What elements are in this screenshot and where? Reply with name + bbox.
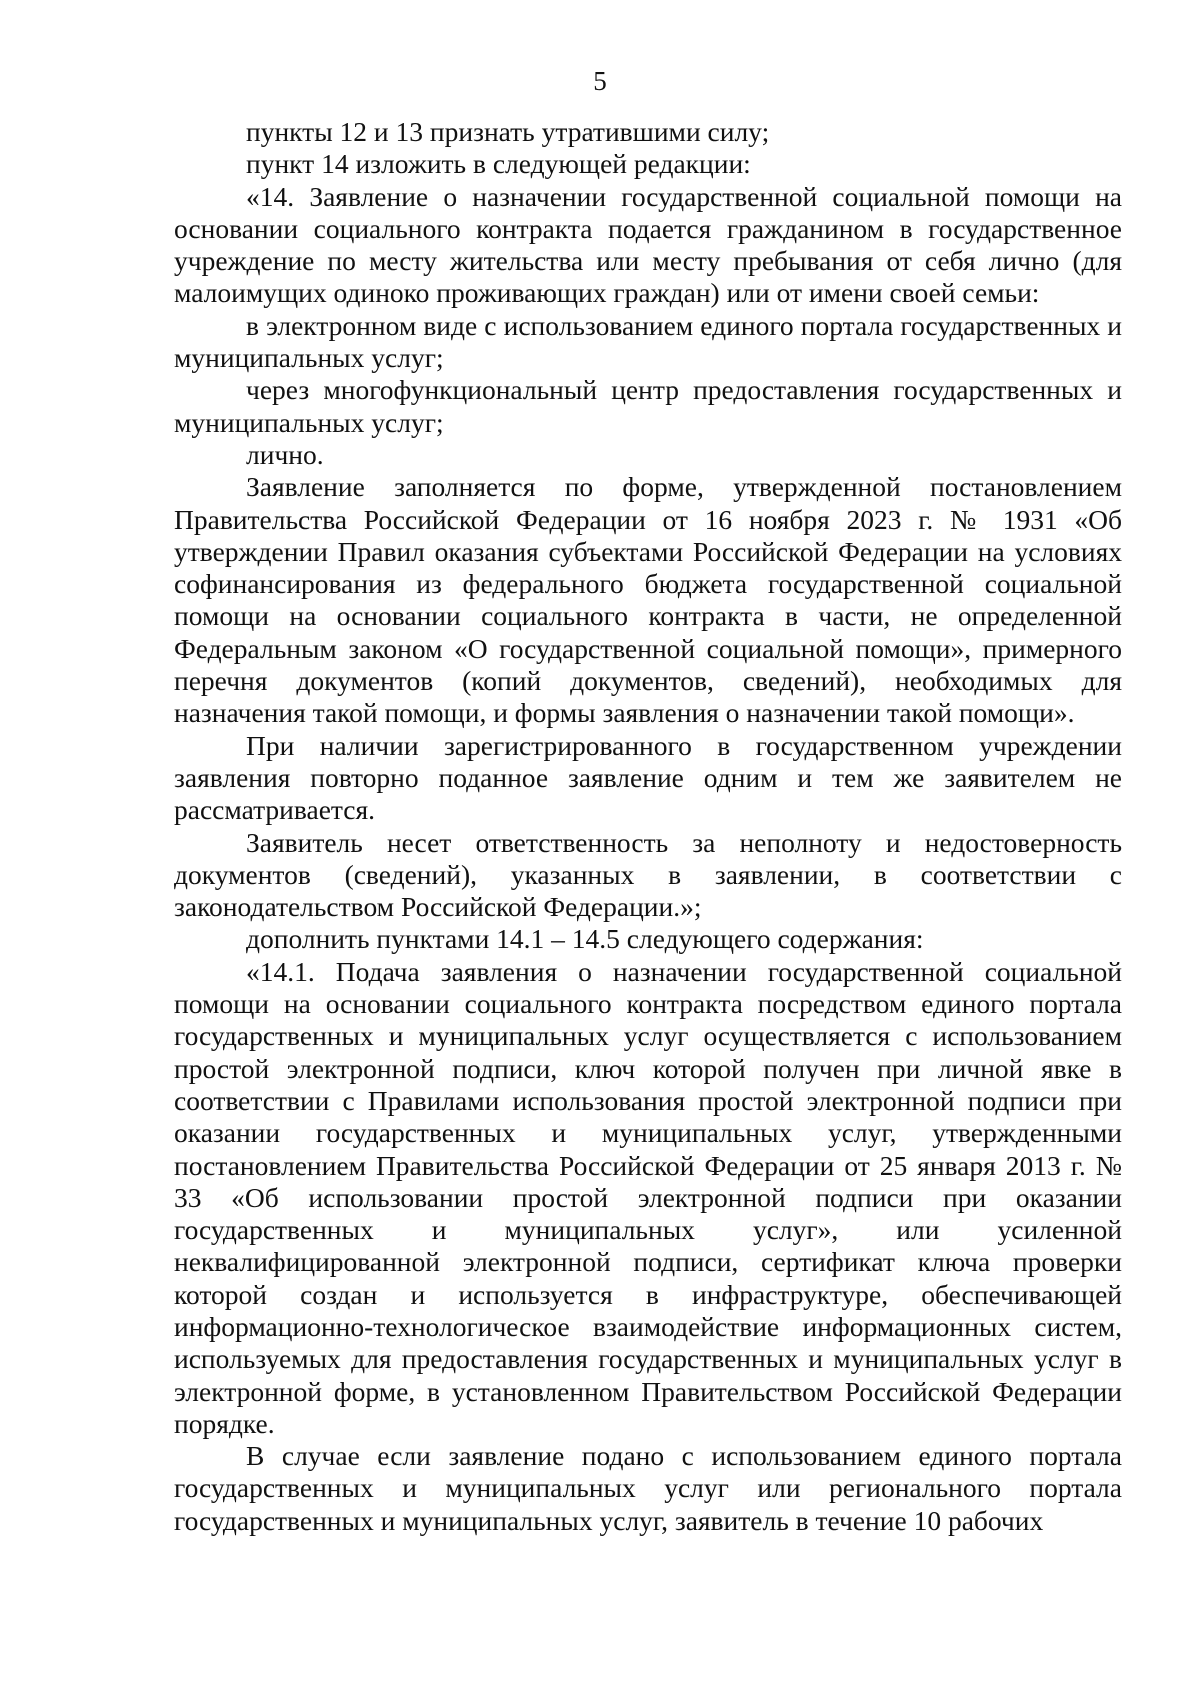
paragraph: пункты 12 и 13 признать утратившими силу; [246, 116, 770, 147]
paragraph: Заявитель несет ответственность за неполноту и недостоверность документов (сведений), указанных в заявлении, в соответствии с законодательством Российской Федерации.»; [174, 826, 1122, 923]
paragraph: через многофункциональный центр предоставления государственных и муниципальных услуг; [174, 374, 1122, 438]
page-number: 5 [593, 66, 607, 96]
document-body [174, 116, 1122, 1537]
paragraph: в электронном виде с использованием единого портала государственных и муниципальных услуг; [174, 309, 1122, 374]
paragraph: лично. [246, 438, 324, 470]
paragraph: При наличии зарегистрированного в государственном учреждении заявления повторно поданное заявление одним и тем же заявителем не рассматривается. [174, 729, 1122, 826]
paragraph: «14.1. Подача заявления о назначении государственной социальной помощи на основании социального контракта посредством единого портала государственных и муниципальных услуг осуществляется с использованием простой электронной подписи, ключ которой получен при личной явке в соответствии с Правилами использования простой электронной подписи при оказании государственных и муниципальных услуг, утвержденными постановлением Правительства Российской Федерации от 25 января 2013 г. № 33 «Об использовании простой электронной подписи при оказании государственных и муниципальных услуг», или усиленной неквалифицированной электронной подписи, сертификат ключа проверки которой создан и используется в инфраструктуре, обеспечивающей информационно-технологическое взаимодействие информационных систем, используемых для предоставления государственных и муниципальных услуг в электронной форме, в установленном Правительством Российской Федерации порядке. [174, 955, 1122, 1439]
paragraph: пункт 14 изложить в следующей редакции: [246, 148, 751, 180]
paragraph: В случае если заявление подано с использованием единого портала государственных и муниципальных услуг или регионального портала государственных и муниципальных услуг, заявитель в течение 10 рабочих [174, 1440, 1122, 1536]
paragraph: дополнить пунктами 14.1 – 14.5 следующего содержания: [246, 923, 924, 955]
paragraph: Заявление заполняется по форме, утвержденной постановлением Правительства Российской Федерации от 16 ноября 2023 г. № 1931 «Об утверждении Правил оказания субъектами Российской Федерации на условиях софинансирования из федерального бюджета государственной социальной помощи на основании социального контракта в части, не определенной Федеральным законом «О государственной социальной помощи», примерного перечня документов (копий документов, сведений), необходимых для назначения такой помощи, и формы заявления о назначении такой помощи». [174, 471, 1122, 729]
paragraph: «14. Заявление о назначении государственной социальной помощи на основании социального контракта подается гражданином в государственное учреждение по месту жительства или месту пребывания от себя лично (для малоимущих одиноко проживающих граждан) или от имени своей семьи: [174, 180, 1122, 309]
